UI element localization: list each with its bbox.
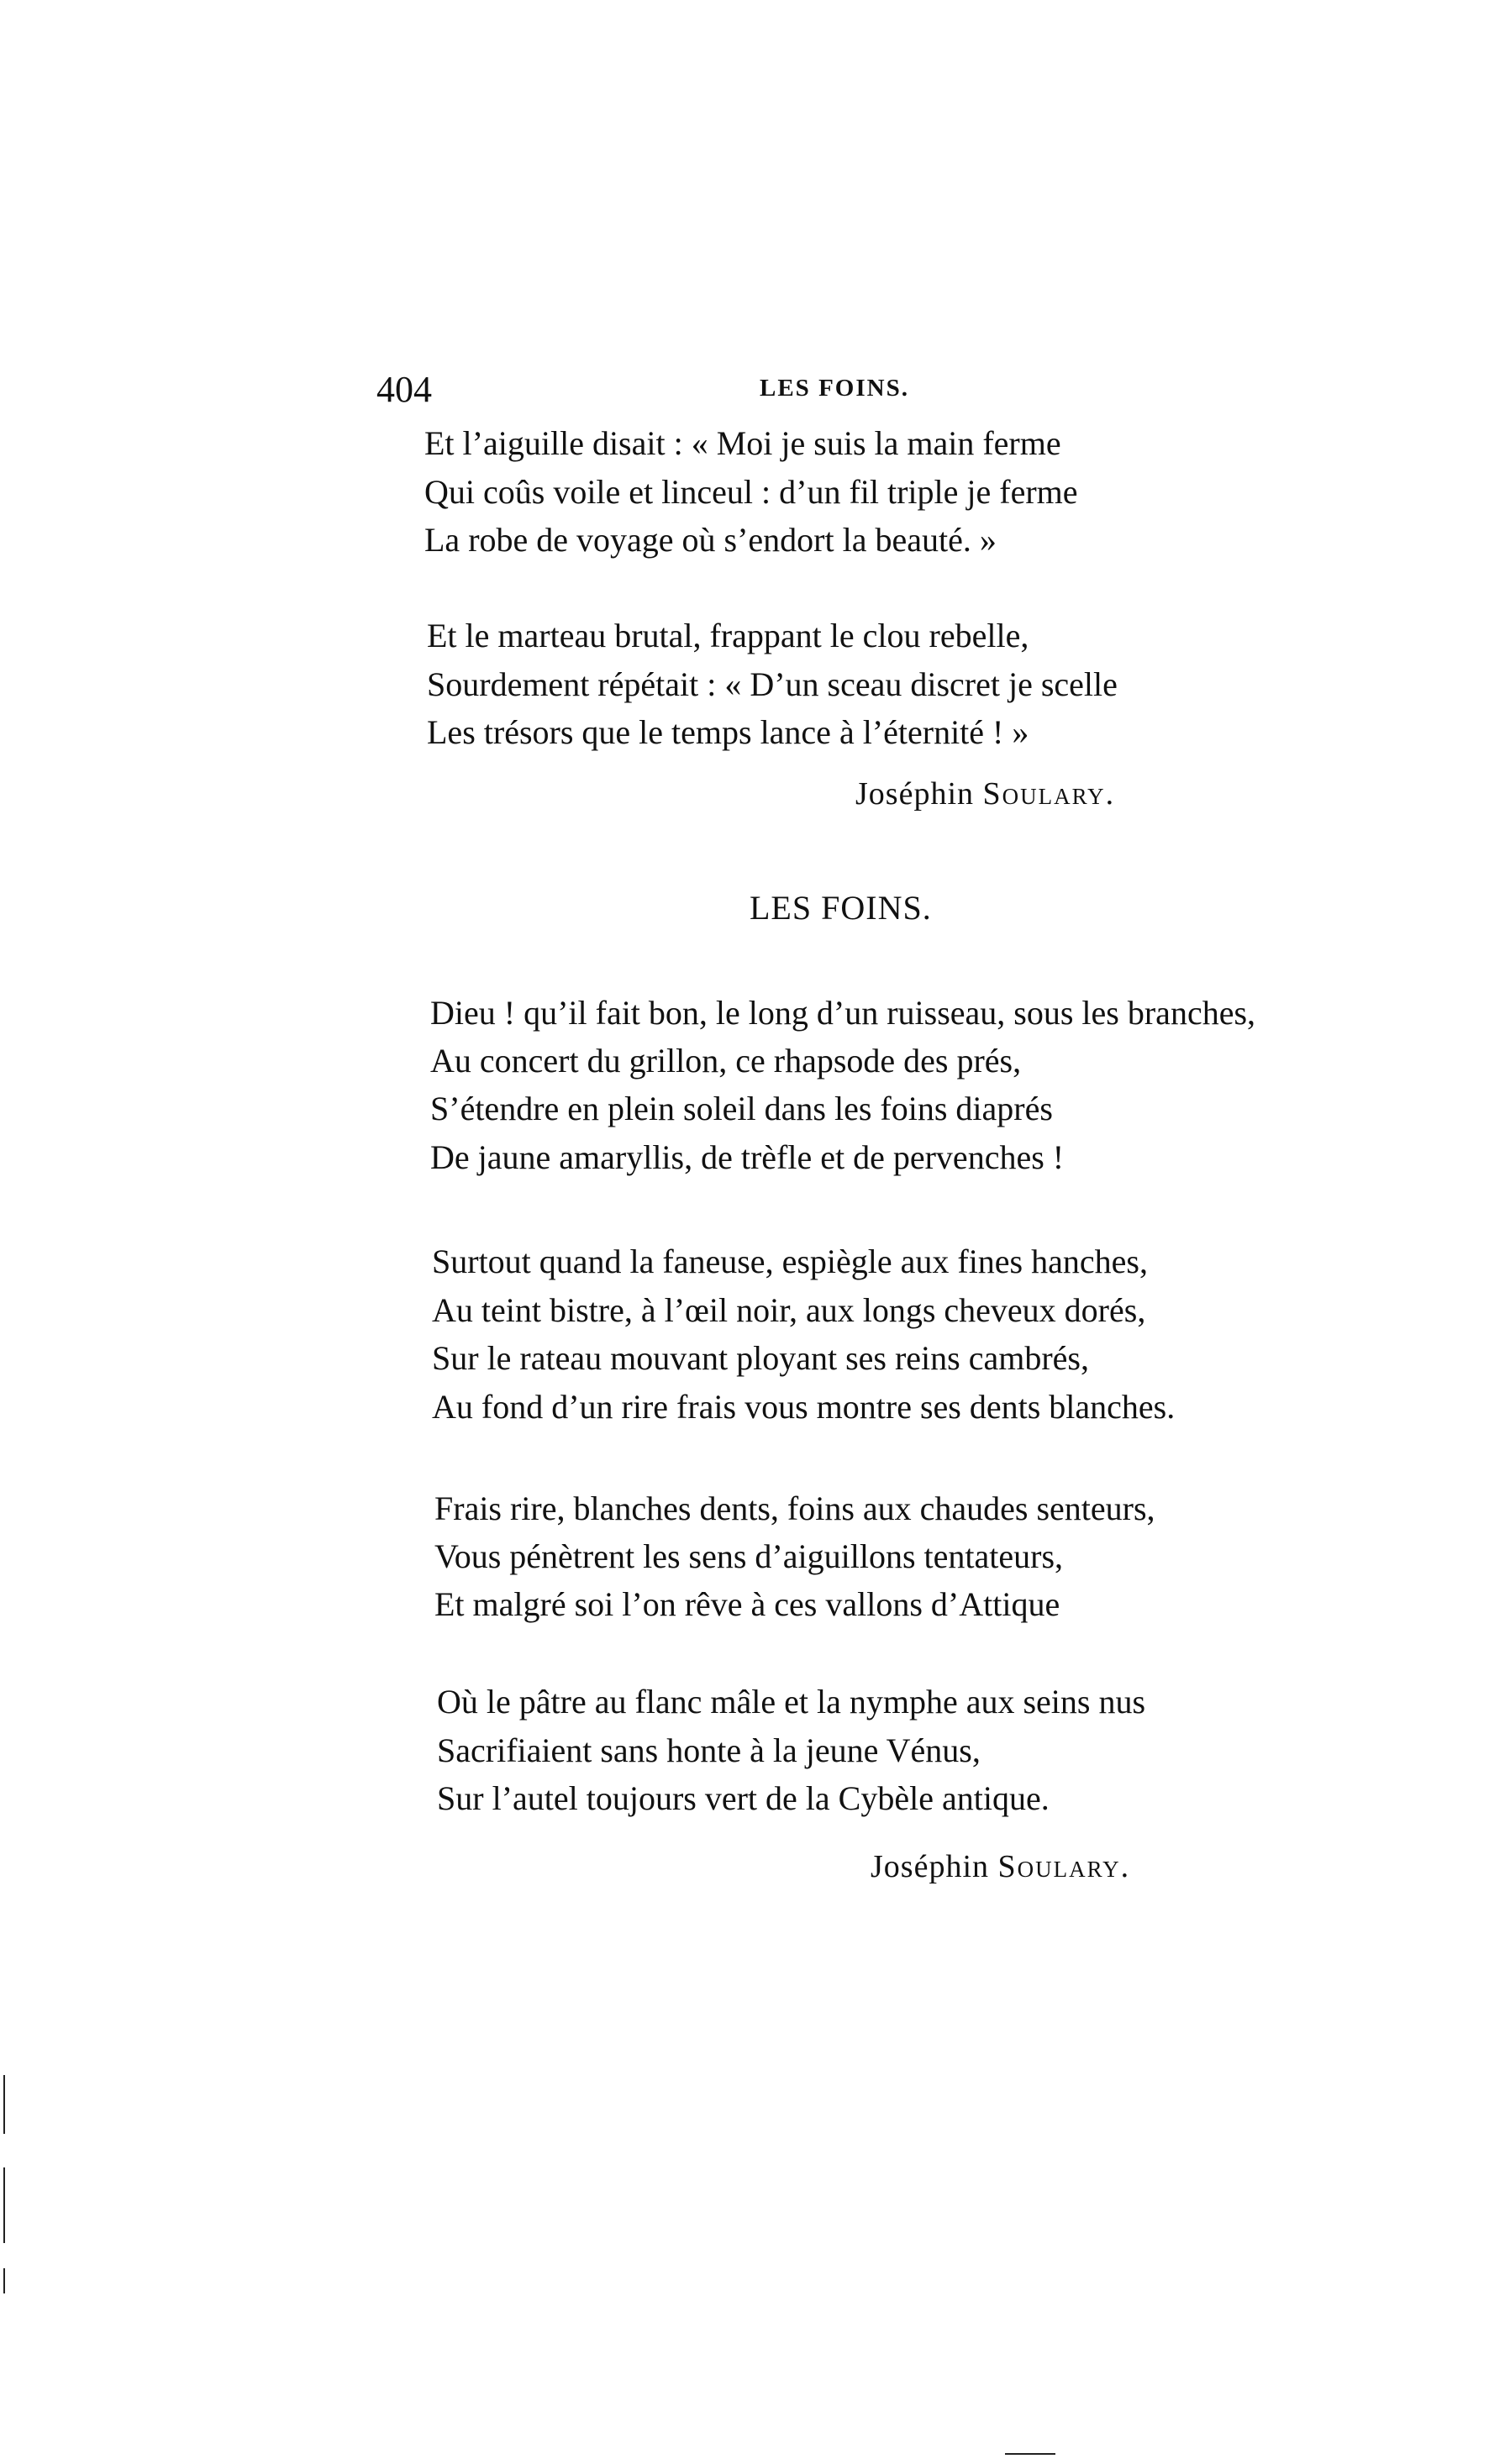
page-number: 404 bbox=[376, 369, 432, 410]
running-head: LES FOINS. bbox=[760, 375, 909, 402]
scan-mark bbox=[1005, 2453, 1055, 2455]
author-signature bbox=[855, 775, 1115, 812]
verse-line: Et malgré soi l’on rêve à ces vallons d’Attique bbox=[434, 1585, 1060, 1623]
author-signature bbox=[871, 1848, 1130, 1885]
verse-line: Qui coûs voile et linceul : d’un fil triple je ferme bbox=[424, 473, 1078, 511]
verse-line: Et l’aiguille disait : « Moi je suis la main ferme bbox=[424, 424, 1061, 462]
author-last-name: Soulary. bbox=[982, 776, 1116, 812]
scan-mark bbox=[3, 2075, 5, 2134]
verse-line: Sur l’autel toujours vert de la Cybèle antique. bbox=[437, 1779, 1050, 1817]
verse-line: La robe de voyage où s’endort la beauté. » bbox=[424, 521, 997, 559]
verse-line: Où le pâtre au flanc mâle et la nymphe aux seins nus bbox=[437, 1683, 1146, 1721]
verse-line: Au teint bistre, à l’œil noir, aux longs cheveux dorés, bbox=[432, 1291, 1146, 1329]
verse-line: Sourdement répétait : « D’un sceau discret je scelle bbox=[427, 665, 1118, 703]
verse-line: Frais rire, blanches dents, foins aux chaudes senteurs, bbox=[434, 1489, 1155, 1527]
scan-mark bbox=[3, 2268, 5, 2293]
verse-line: Et le marteau brutal, frappant le clou rebelle, bbox=[427, 617, 1029, 654]
verse-line: S’étendre en plein soleil dans les foins diaprés bbox=[430, 1090, 1053, 1127]
author-last-name: Soulary. bbox=[997, 1849, 1131, 1884]
verse-line: Les trésors que le temps lance à l’éternité ! » bbox=[427, 713, 1029, 751]
verse-line: Au concert du grillon, ce rhapsode des prés, bbox=[430, 1042, 1022, 1080]
author-first-name: Joséphin bbox=[871, 1849, 989, 1884]
verse-line: Dieu ! qu’il fait bon, le long d’un ruisseau, sous les branches, bbox=[430, 994, 1256, 1032]
author-first-name: Joséphin bbox=[855, 776, 974, 812]
page-header bbox=[376, 368, 1259, 410]
scan-mark bbox=[3, 2167, 5, 2243]
verse-line: Vous pénètrent les sens d’aiguillons tentateurs, bbox=[434, 1537, 1064, 1575]
verse-line: Sacrifiaient sans honte à la jeune Vénus, bbox=[437, 1731, 981, 1769]
verse-line: Sur le rateau mouvant ployant ses reins cambrés, bbox=[432, 1339, 1089, 1377]
verse-line: Au fond d’un rire frais vous montre ses dents blanches. bbox=[432, 1388, 1176, 1426]
verse-line: Surtout quand la faneuse, espiègle aux fines hanches, bbox=[432, 1243, 1148, 1280]
poem-title: LES FOINS. bbox=[750, 889, 932, 927]
verse-line: De jaune amaryllis, de trèfle et de pervenches ! bbox=[430, 1138, 1065, 1176]
